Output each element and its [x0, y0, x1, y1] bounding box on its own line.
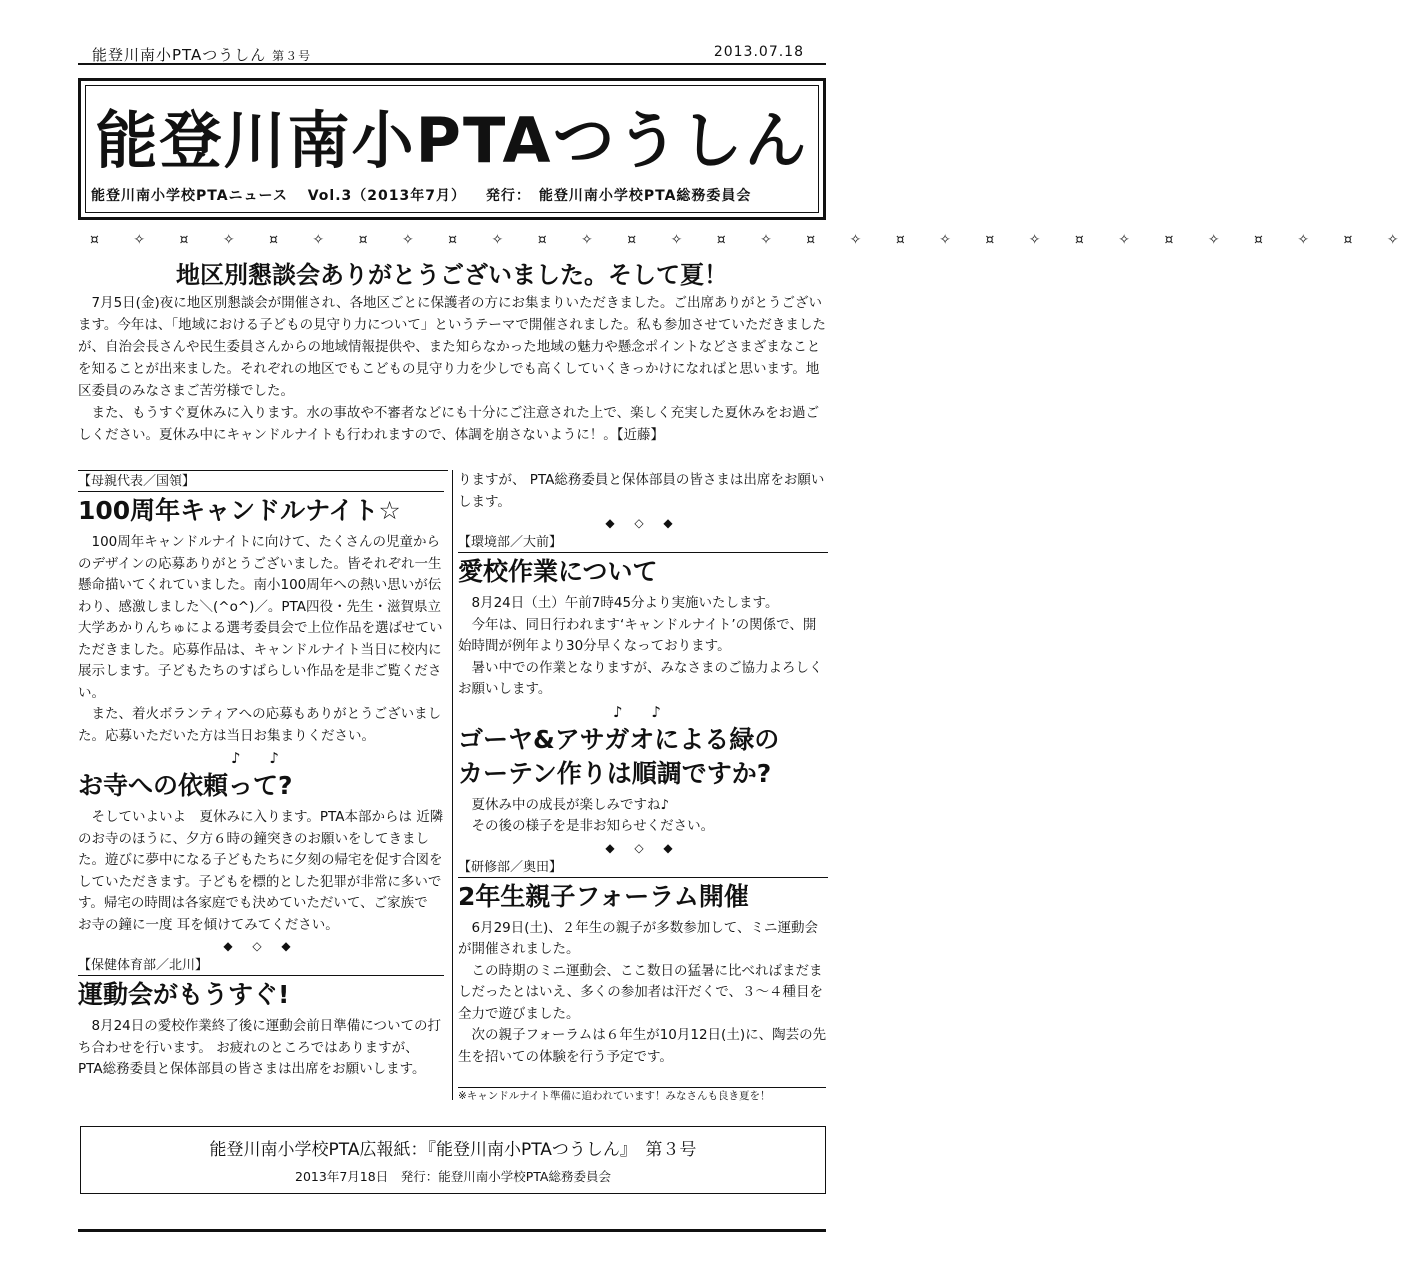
running-header-date: 2013.07.18 [713, 44, 804, 60]
candle-paragraph-1: 100周年キャンドルナイトに向けて、たくさんの児童からのデザインの応募ありがとうございました。皆それぞれ一生懸命描いてくれていました。南小100周年への熱い思いが伝わり、感激しました＼(^o^)／。PTA四役・先生・滋賀県立大学あかりんちゅによる選考委員会で上位作品を選ばせていただきました。応募作品は、キャンドルナイト当日に校内に展示します。子どもたちのすばらしい作品を是非ご覧ください。 [78, 534, 443, 701]
column-top-rule [78, 470, 448, 471]
forum-paragraph-2: この時期のミニ運動会、ここ数日の猛暑に比べればまだましだったとはいえ、多くの参加者は汗だくで、３～４種目を全力で遊びました。 [458, 962, 824, 1022]
forum-paragraph-3: 次の親子フォーラムは６年生が10月12日(土)に、陶芸の先生を招いての体験を行う予定です。 [458, 1027, 827, 1065]
column-divider [452, 470, 453, 1100]
header-rule [78, 63, 826, 65]
music-notes: ♪ ♪ [613, 702, 673, 721]
curtain-title-line-2: カーテン作りは順調ですか? [458, 758, 772, 788]
running-header-title [92, 44, 311, 65]
curtain-paragraph-2: その後の様子を是非お知らせください。 [471, 818, 715, 834]
sports-continued: りますが、 PTA総務委員と保体部員の皆さまは出席をお願いします。 [458, 472, 825, 510]
curtain-title-line-1: ゴーヤ&アサガオによる緑の [458, 724, 780, 754]
forum-tag: 【研修部／奥田】 [458, 858, 828, 878]
cleanup-tag: 【環境部／大前】 [458, 533, 828, 553]
masthead [78, 78, 826, 220]
masthead-subtitle: 能登川南小学校PTAニュース [91, 188, 288, 204]
bottom-rule [78, 1229, 826, 1232]
cleanup-title: 愛校作業について [458, 557, 658, 586]
footer-line-1: 能登川南小学校PTA広報紙：『能登川南小PTAつうしん』 第３号 [209, 1140, 697, 1160]
forum-paragraph-1: 6月29日(土)、２年生の親子が多数参加して、ミニ運動会が開催されました。 [458, 919, 819, 957]
running-title: 能登川南小PTAつうしん [92, 46, 267, 64]
cleanup-paragraph-1: 8月24日（土）午前7時45分より実施いたします。 [471, 595, 779, 611]
separator-diamonds: ◆ ◇ ◆ [605, 840, 681, 855]
lead-article [78, 292, 828, 446]
right-column [458, 470, 828, 1068]
footer-line-2: 2013年7月18日 発行：能登川南小学校PTA総務委員会 [295, 1169, 611, 1184]
candle-tag: 【母親代表／国領】 [78, 472, 444, 492]
sports-tag: 【保健体育部／北川】 [78, 956, 444, 976]
lead-paragraph-2: また、もうすぐ夏休みに入ります。水の事故や不審者などにも十分にご注意された上で、楽しく充実した夏休みをお過ごしください。夏休み中にキャンドルナイトも行われますので、体調を崩さないように！。【近藤】 [78, 405, 820, 443]
forum-title: 2年生親子フォーラム開催 [458, 881, 749, 911]
masthead-volume: Vol.3（2013年7月） [307, 188, 466, 204]
candle-paragraph-2: また、着火ボランティアへの応募もありがとうございました。応募いただいた方は当日お集まりください。 [78, 706, 442, 744]
left-column [78, 472, 444, 1077]
masthead-title: 能登川南小PTAつうしん [95, 104, 809, 177]
music-notes: ♪ ♪ [231, 749, 291, 767]
masthead-subtitle-row [91, 185, 765, 205]
footer-box [80, 1126, 826, 1194]
curtain-paragraph-1: 夏休み中の成長が楽しみですね♪ [471, 796, 670, 813]
lead-headline: 地区別懇談会ありがとうございました。そして夏！ [176, 261, 728, 289]
temple-title: お寺への依頼って? [78, 771, 293, 800]
cleanup-paragraph-2: 今年は、同日行われます‘キャンドルナイト’の関係で、開始時間が例年より30分早くなっております。 [458, 616, 817, 654]
masthead-publisher: 発行： 能登川南小学校PTA総務委員会 [485, 188, 752, 204]
sports-title: 運動会がもうすぐ! [78, 980, 290, 1009]
candle-title: 100周年キャンドルナイト☆ [78, 496, 401, 525]
cleanup-paragraph-3: 暑い中での作業となりますが、みなさまのご協力よろしくお願いします。 [458, 659, 823, 697]
separator-diamonds: ◆ ◇ ◆ [223, 939, 299, 953]
candle-night-note: ※キャンドルナイト準備に追われています！みなさんも良き夏を！ [458, 1090, 771, 1102]
lead-paragraph-1: 7月5日(金)夜に地区別懇談会が開催され、各地区ごとに保護者の方にお集まりいただきました。ご出席ありがとうございます。今年は、「地域における子どもの見守り力について」というテーマで開催されました。私も参加させていただきましたが、自治会長さんや民生委員さんからの地域情報提供や、また知らなかった地域の魅力や懸念ポイントなどさまざまなことを知ることが出来ました。それぞれの地区でもこどもの見守り力を少しでも高くしていくきっかけになればと思います。地区委員のみなさまご苦労様でした。 [78, 295, 826, 399]
separator-diamonds: ◆ ◇ ◆ [605, 516, 681, 530]
decorative-border: ¤ ✧ ¤ ✧ ¤ ✧ ¤ ✧ ¤ ✧ ¤ ✧ ¤ ✧ ¤ ✧ ¤ ✧ ¤ ✧ ¤ ✧ ¤ ✧ ¤ ✧ ¤ ✧ ¤ ✧ [90, 232, 1414, 248]
temple-paragraph-1: そしていよいよ 夏休みに入ります。PTA本部からは 近隣のお寺のほうに、夕方６時の鐘突きのお願いをしてきました。遊びに夢中になる子どもたちに夕刻の帰宅を促す合図をしていただきます。子どもを標的とした犯罪が非常に多いです。帰宅の時間は各家庭でも決めていただいて、ご家族で お寺の鐘に一度 耳を傾けてみてください。 [78, 809, 444, 933]
sports-paragraph-1: 8月24日の愛校作業終了後に運動会前日準備についての打ち合わせを行います。 お疲れのところではありますが、 PTA総務委員と保体部員の皆さまは出席をお願いします。 [78, 1018, 441, 1077]
running-issue: 第３号 [272, 49, 312, 63]
